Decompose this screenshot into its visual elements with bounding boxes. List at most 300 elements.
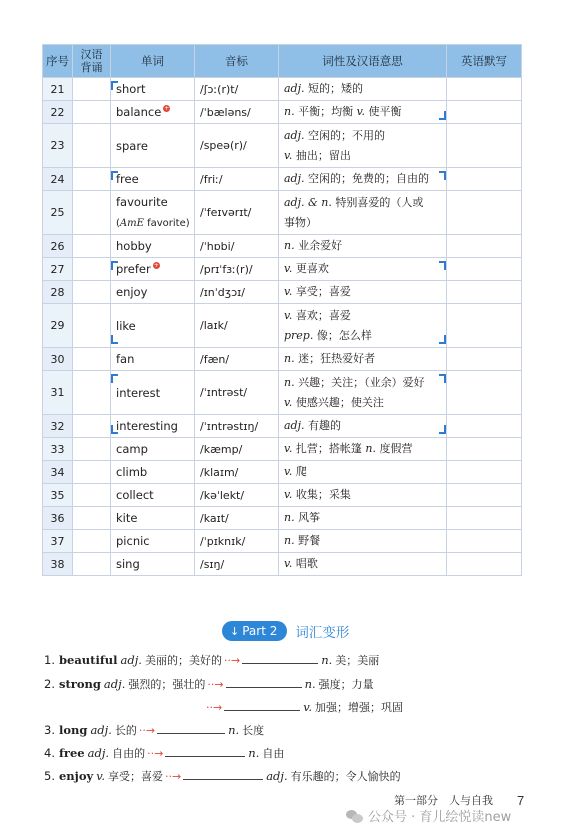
table-row xyxy=(43,124,522,168)
row-number: 22 xyxy=(43,101,73,124)
recite-checkbox-cell[interactable] xyxy=(73,438,111,461)
header-dictation: 英语默写 xyxy=(447,45,522,78)
dictation-cell[interactable] xyxy=(447,553,522,576)
table-row xyxy=(43,101,522,124)
word-variant xyxy=(116,218,190,229)
word-cell xyxy=(111,191,195,235)
word-text: balance xyxy=(116,105,162,119)
meaning-cell xyxy=(279,415,447,438)
row-number: 25 xyxy=(43,191,73,235)
word-text: camp xyxy=(116,442,148,456)
word-text: spare xyxy=(116,138,148,153)
meaning-cell xyxy=(279,191,447,235)
word-cell xyxy=(111,235,195,258)
row-number: 33 xyxy=(43,438,73,461)
meaning-text: 野餐 xyxy=(294,534,321,547)
exercise-number: 3. xyxy=(44,723,55,737)
bracket-marker xyxy=(111,81,118,90)
word-text: interest xyxy=(116,385,161,400)
meaning-cell xyxy=(279,530,447,553)
target-meaning: 自由 xyxy=(262,747,285,760)
exercise-meaning: 享受；喜爱 xyxy=(107,770,163,783)
ipa-cell: /speə(r)/ xyxy=(195,124,279,168)
meaning-cell xyxy=(279,553,447,576)
meaning-pos: n. xyxy=(284,534,295,547)
meaning-line-1 xyxy=(284,554,446,574)
meaning-cell xyxy=(279,371,447,415)
key-word-star-icon: + xyxy=(164,105,170,112)
vocabulary-table xyxy=(42,44,522,576)
meaning-text: 扎营；搭帐篷 xyxy=(292,442,366,455)
dictation-cell[interactable] xyxy=(447,235,522,258)
target-pos: v. xyxy=(303,700,313,714)
meaning-text: 收集；采集 xyxy=(292,488,351,501)
answer-blank[interactable] xyxy=(226,676,302,688)
row-number: 30 xyxy=(43,348,73,371)
word-text: kite xyxy=(116,511,138,525)
meaning-text: 有趣的 xyxy=(304,419,342,432)
meaning-pos: v. xyxy=(284,442,293,455)
table-row xyxy=(43,530,522,553)
meaning-line-2 xyxy=(284,146,446,166)
part2-badge-label: Part 2 xyxy=(242,624,278,638)
dictation-cell[interactable] xyxy=(447,168,522,191)
bracket-marker xyxy=(111,171,118,180)
word-cell xyxy=(111,371,195,415)
exercise-pos: adj. xyxy=(103,677,126,691)
word-cell xyxy=(111,415,195,438)
header-no: 序号 xyxy=(43,45,73,78)
watermark xyxy=(346,806,511,825)
dictation-cell[interactable] xyxy=(447,191,522,235)
dictation-cell[interactable] xyxy=(447,438,522,461)
recite-checkbox-cell[interactable] xyxy=(73,484,111,507)
table-row xyxy=(43,438,522,461)
ipa-cell: /fæn/ xyxy=(195,348,279,371)
table-row xyxy=(43,168,522,191)
bracket-marker xyxy=(439,261,446,270)
meaning-line-1 xyxy=(284,259,446,279)
meaning-pos: adj. xyxy=(284,172,305,185)
exercise-word: strong xyxy=(58,677,101,691)
answer-blank[interactable] xyxy=(242,652,318,664)
meaning-cell xyxy=(279,507,447,530)
target-meaning: 有乐趣的；令人愉快的 xyxy=(290,770,401,783)
exercise-number: 1. xyxy=(44,653,55,667)
dictation-cell[interactable] xyxy=(447,281,522,304)
exercise-number: 2. xyxy=(44,677,55,691)
recite-checkbox-cell[interactable] xyxy=(73,168,111,191)
meaning-cell xyxy=(279,235,447,258)
table-row xyxy=(43,281,522,304)
table-row xyxy=(43,461,522,484)
ipa-cell: /laɪk/ xyxy=(195,304,279,348)
table-row xyxy=(43,235,522,258)
table-row xyxy=(43,371,522,415)
meaning-pos: v. xyxy=(284,395,293,409)
dictation-cell[interactable] xyxy=(447,78,522,101)
meaning-text: 短的；矮的 xyxy=(304,82,364,95)
ipa-cell: /ˈfeɪvərɪt/ xyxy=(195,191,279,235)
recite-checkbox-cell[interactable] xyxy=(73,258,111,281)
watermark-text: 公众号 · 育儿绘悦读new xyxy=(368,810,512,825)
meaning-line-1 xyxy=(284,416,446,436)
exercise-pos: v. xyxy=(96,769,105,783)
dictation-cell[interactable] xyxy=(447,507,522,530)
bracket-marker xyxy=(111,374,118,383)
exercise-meaning: 美丽的；美好的 xyxy=(144,654,222,667)
bracket-marker xyxy=(111,335,118,344)
dictation-cell[interactable] xyxy=(447,371,522,415)
target-pos: n. xyxy=(248,746,260,760)
table-row xyxy=(43,553,522,576)
meaning-pos: n. xyxy=(284,239,295,252)
recite-checkbox-cell[interactable] xyxy=(73,461,111,484)
meaning-line-1 xyxy=(284,508,446,528)
word-cell xyxy=(111,78,195,101)
meaning-text: 平衡；均衡 xyxy=(294,105,357,118)
bracket-marker xyxy=(111,261,118,270)
row-number: 32 xyxy=(43,415,73,438)
exercise-number: 5. xyxy=(44,769,55,783)
page-number: 7 xyxy=(517,792,525,808)
exercise-pos: adj. xyxy=(120,653,142,667)
word-cell xyxy=(111,438,195,461)
row-number: 21 xyxy=(43,78,73,101)
word-text: favourite xyxy=(116,194,168,209)
footer-section: 第一部分 人与自我 xyxy=(394,794,493,807)
table-header-row xyxy=(43,45,522,78)
meaning-pos: n. xyxy=(284,352,295,365)
meaning-pos: adj. xyxy=(284,82,305,95)
meaning-pos: adj. & n. xyxy=(284,195,332,209)
ipa-cell: /ˈɪntrəst/ xyxy=(195,371,279,415)
ipa-cell: /ˈhɒbi/ xyxy=(195,235,279,258)
word-text: collect xyxy=(116,488,154,502)
meaning-pos: v. xyxy=(284,465,293,478)
table-row xyxy=(43,191,522,235)
meaning-cell xyxy=(279,168,447,191)
dictation-cell[interactable] xyxy=(447,415,522,438)
bracket-marker xyxy=(439,171,446,180)
arrow-icon: ··→ xyxy=(207,678,224,691)
exercise-word: long xyxy=(58,723,88,737)
word-text: sing xyxy=(116,557,140,571)
recite-checkbox-cell[interactable] xyxy=(73,124,111,168)
meaning-text: 特别喜爱的（人或 xyxy=(331,195,424,209)
meaning-text: 使感兴趣；使关注 xyxy=(292,395,384,409)
ipa-cell: /prɪˈfɜː(r)/ xyxy=(195,258,279,281)
meaning-line-2 xyxy=(284,326,446,346)
target-meaning: 美；美丽 xyxy=(335,654,380,667)
header-ipa: 音标 xyxy=(195,45,279,78)
meaning-line-1 xyxy=(284,485,446,505)
header-recite-bottom: 背诵 xyxy=(80,61,103,74)
word-variant-tag: AmE xyxy=(119,217,144,229)
meaning-text: 风筝 xyxy=(294,511,321,524)
target-pos: n. xyxy=(304,677,316,691)
ipa-cell: /ˈbæləns/ xyxy=(195,101,279,124)
dictation-cell[interactable] xyxy=(447,101,522,124)
header-recite-top: 汉语 xyxy=(80,48,103,61)
exercise-pos: adj. xyxy=(87,746,110,760)
meaning-text-2: 度假营 xyxy=(376,442,413,455)
meaning-cell xyxy=(279,281,447,304)
ipa-cell: /klaɪm/ xyxy=(195,461,279,484)
target-pos: n. xyxy=(228,723,240,737)
recite-checkbox-cell[interactable] xyxy=(73,507,111,530)
word-cell xyxy=(111,461,195,484)
table-row xyxy=(43,304,522,348)
meaning-line-2 xyxy=(284,213,446,233)
row-number: 29 xyxy=(43,304,73,348)
arrow-icon: ··→ xyxy=(164,770,182,783)
meaning-text-2: 使平衡 xyxy=(365,105,402,118)
bracket-marker xyxy=(111,425,118,434)
exercise-item xyxy=(44,722,264,738)
meaning-line-1 xyxy=(284,282,446,302)
bracket-marker xyxy=(439,335,446,344)
recite-checkbox-cell[interactable] xyxy=(73,348,111,371)
meaning-pos: v. xyxy=(284,148,293,162)
recite-checkbox-cell[interactable] xyxy=(73,530,111,553)
down-arrow-icon: ↓ xyxy=(230,624,240,638)
exercise-meaning: 强烈的；强壮的 xyxy=(128,678,206,691)
meaning-line-1 xyxy=(284,79,446,99)
meaning-text: 空闲的；不用的 xyxy=(304,128,386,142)
meaning-cell xyxy=(279,484,447,507)
word-text: like xyxy=(116,318,136,333)
answer-blank[interactable] xyxy=(183,768,263,780)
recite-checkbox-cell[interactable] xyxy=(73,78,111,101)
arrow-icon: ··→ xyxy=(138,724,156,737)
table-row xyxy=(43,415,522,438)
ipa-cell: /ˈpɪknɪk/ xyxy=(195,530,279,553)
word-cell xyxy=(111,484,195,507)
dictation-cell[interactable] xyxy=(447,124,522,168)
row-number: 26 xyxy=(43,235,73,258)
meaning-text: 爬 xyxy=(292,465,307,478)
meaning-text: 抽出；留出 xyxy=(292,148,351,162)
ipa-cell: /ˈɪntrəstɪŋ/ xyxy=(195,415,279,438)
exercise-word: free xyxy=(58,746,85,760)
meaning-cell xyxy=(279,438,447,461)
word-cell xyxy=(111,348,195,371)
meaning-text: 更喜欢 xyxy=(292,262,329,275)
meaning-line-1 xyxy=(284,236,446,256)
meaning-pos: v. xyxy=(284,285,293,298)
word-cell xyxy=(111,101,195,124)
meaning-line-1 xyxy=(284,102,446,122)
header-recite xyxy=(73,45,111,78)
target-pos: adj. xyxy=(266,769,288,783)
row-number: 28 xyxy=(43,281,73,304)
recite-checkbox-cell[interactable] xyxy=(73,553,111,576)
meaning-line-1 xyxy=(284,306,446,326)
recite-checkbox-cell[interactable] xyxy=(73,281,111,304)
table-row xyxy=(43,507,522,530)
word-cell xyxy=(111,168,195,191)
word-text: climb xyxy=(116,465,148,479)
meaning-line-1 xyxy=(284,349,446,369)
exercise-item xyxy=(44,768,401,784)
ipa-cell: /ʃɔː(r)t/ xyxy=(195,78,279,101)
meaning-line-1 xyxy=(284,193,446,213)
word-text: picnic xyxy=(116,534,150,548)
ipa-cell: /friː/ xyxy=(195,168,279,191)
table-row xyxy=(43,258,522,281)
dictation-cell[interactable] xyxy=(447,304,522,348)
word-variant-open: ( xyxy=(116,217,120,229)
exercise-meaning: 自由的 xyxy=(112,747,146,760)
bracket-marker xyxy=(439,374,446,383)
meaning-line-2 xyxy=(284,393,446,413)
exercise-word: enjoy xyxy=(58,769,94,783)
row-number: 36 xyxy=(43,507,73,530)
recite-checkbox-cell[interactable] xyxy=(73,415,111,438)
word-text: interesting xyxy=(116,419,178,433)
meaning-pos-2: n. xyxy=(365,442,376,455)
word-cell xyxy=(111,258,195,281)
word-cell xyxy=(111,507,195,530)
meaning-text: 业余爱好 xyxy=(294,239,343,252)
row-number: 24 xyxy=(43,168,73,191)
part2-heading xyxy=(222,620,349,642)
answer-blank[interactable] xyxy=(165,745,245,757)
meaning-pos: n. xyxy=(284,511,295,524)
meaning-pos-2: v. xyxy=(356,105,365,118)
exercise-word: beautiful xyxy=(58,653,118,667)
meaning-text: 事物） xyxy=(284,215,317,229)
word-cell xyxy=(111,304,195,348)
meaning-pos: n. xyxy=(284,105,295,118)
target-pos: n. xyxy=(321,653,333,667)
exercise-item xyxy=(204,699,403,715)
meaning-line-1 xyxy=(284,126,446,146)
meaning-text: 空闲的；免费的；自由的 xyxy=(304,172,430,185)
meaning-pos: v. xyxy=(284,308,293,322)
meaning-cell xyxy=(279,101,447,124)
meaning-pos: adj. xyxy=(284,419,305,432)
word-text: prefer xyxy=(116,262,151,276)
exercise-item xyxy=(44,652,379,668)
meaning-line-1 xyxy=(284,462,446,482)
header-word: 单词 xyxy=(111,45,195,78)
meaning-text: 喜欢；喜爱 xyxy=(292,308,351,322)
row-number: 35 xyxy=(43,484,73,507)
row-number: 31 xyxy=(43,371,73,415)
meaning-cell xyxy=(279,124,447,168)
exercise-meaning: 长的 xyxy=(114,724,137,737)
ipa-cell: /sɪŋ/ xyxy=(195,553,279,576)
row-number: 27 xyxy=(43,258,73,281)
word-cell xyxy=(111,553,195,576)
meaning-pos: prep. xyxy=(284,328,314,342)
header-meaning: 词性及汉语意思 xyxy=(279,45,447,78)
target-meaning: 加强；增强；巩固 xyxy=(315,701,404,714)
answer-blank[interactable] xyxy=(157,722,225,734)
word-cell xyxy=(111,124,195,168)
word-text: fan xyxy=(116,352,135,366)
row-number: 23 xyxy=(43,124,73,168)
word-cell xyxy=(111,281,195,304)
table-row xyxy=(43,484,522,507)
bracket-marker xyxy=(439,425,446,434)
exercise-pos: adj. xyxy=(90,723,112,737)
row-number: 38 xyxy=(43,553,73,576)
ipa-cell: /kæmp/ xyxy=(195,438,279,461)
meaning-text: 唱歌 xyxy=(292,557,318,570)
dictation-cell[interactable] xyxy=(447,484,522,507)
meaning-line-1 xyxy=(284,439,446,459)
answer-blank[interactable] xyxy=(224,699,300,711)
recite-checkbox-cell[interactable] xyxy=(73,304,111,348)
meaning-cell xyxy=(279,461,447,484)
ipa-cell: /ɪnˈdʒɔɪ/ xyxy=(195,281,279,304)
meaning-pos: adj. xyxy=(284,128,305,142)
meaning-text: 迷；狂热爱好者 xyxy=(294,352,376,365)
meaning-pos: v. xyxy=(284,488,293,501)
recite-checkbox-cell[interactable] xyxy=(73,235,111,258)
table-body xyxy=(43,78,522,576)
meaning-line-1 xyxy=(284,373,446,393)
target-meaning: 长度 xyxy=(242,724,265,737)
recite-checkbox-cell[interactable] xyxy=(73,191,111,235)
meaning-cell xyxy=(279,304,447,348)
meaning-cell xyxy=(279,78,447,101)
word-text: short xyxy=(116,82,146,96)
arrow-icon: ··→ xyxy=(223,654,241,667)
word-text: hobby xyxy=(116,239,152,253)
recite-checkbox-cell[interactable] xyxy=(73,101,111,124)
table-row xyxy=(43,78,522,101)
meaning-line-1 xyxy=(284,531,446,551)
dictation-cell[interactable] xyxy=(447,530,522,553)
meaning-pos: n. xyxy=(284,375,295,389)
word-variant-rest: favorite) xyxy=(143,217,190,229)
meaning-cell xyxy=(279,258,447,281)
dictation-cell[interactable] xyxy=(447,348,522,371)
ipa-cell: /kaɪt/ xyxy=(195,507,279,530)
meaning-line-1 xyxy=(284,169,446,189)
word-text: free xyxy=(116,172,139,186)
meaning-text: 像；怎么样 xyxy=(313,328,372,342)
meaning-text: 兴趣；关注；（业余）爱好 xyxy=(294,375,425,389)
exercise-number: 4. xyxy=(44,746,55,760)
arrow-icon: ··→ xyxy=(147,747,164,760)
recite-checkbox-cell[interactable] xyxy=(73,371,111,415)
dictation-cell[interactable] xyxy=(447,258,522,281)
target-meaning: 强度；力量 xyxy=(318,678,374,691)
row-number: 37 xyxy=(43,530,73,553)
key-word-star-icon: + xyxy=(153,262,159,269)
part2-title: 词汇变形 xyxy=(295,625,350,641)
word-text: enjoy xyxy=(116,285,148,299)
exercise-item xyxy=(44,745,284,761)
row-number: 34 xyxy=(43,461,73,484)
part2-badge xyxy=(222,621,287,641)
ipa-cell: /kəˈlekt/ xyxy=(195,484,279,507)
meaning-pos: v. xyxy=(284,262,293,275)
word-cell xyxy=(111,530,195,553)
exercise-item xyxy=(44,676,374,692)
bracket-marker xyxy=(439,111,446,120)
meaning-cell xyxy=(279,348,447,371)
dictation-cell[interactable] xyxy=(447,461,522,484)
table-row xyxy=(43,348,522,371)
wechat-icon xyxy=(346,809,364,823)
meaning-text: 享受；喜爱 xyxy=(292,285,351,298)
